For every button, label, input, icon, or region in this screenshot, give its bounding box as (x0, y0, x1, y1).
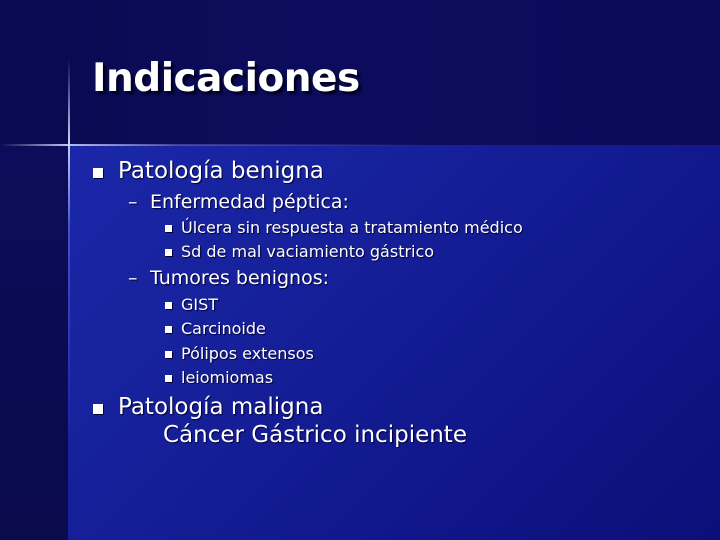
square-bullet-icon (165, 249, 172, 256)
left-margin-background (0, 145, 68, 540)
vertical-glow-line (68, 60, 70, 540)
dash-icon: – (128, 267, 138, 289)
square-bullet-icon (165, 225, 172, 232)
bullet-malignant-pathology: Patología maligna (118, 394, 324, 420)
item-carcinoid: Carcinoide (181, 319, 266, 338)
square-bullet-icon (165, 302, 172, 309)
dash-icon: – (128, 191, 138, 213)
item-leiomyomas: leiomiomas (181, 368, 274, 387)
square-bullet-icon (165, 351, 172, 358)
slide-title: Indicaciones (92, 56, 360, 101)
square-bullet-icon (93, 168, 103, 178)
square-bullet-icon (165, 326, 172, 333)
item-gist: GIST (181, 295, 219, 314)
horizontal-glow-line (0, 144, 720, 146)
malignant-continuation: Cáncer Gástrico incipiente (163, 422, 467, 448)
subbullet-benign-tumors: Tumores benignos: (150, 267, 330, 289)
subbullet-peptic-disease: Enfermedad péptica: (150, 191, 349, 213)
square-bullet-icon (165, 375, 172, 382)
square-bullet-icon (93, 404, 103, 414)
item-gastric-emptying: Sd de mal vaciamiento gástrico (181, 242, 435, 261)
item-ulcer: Úlcera sin respuesta a tratamiento médico (181, 218, 523, 237)
bullet-benign-pathology: Patología benigna (118, 158, 324, 184)
item-polyps: Pólipos extensos (181, 344, 314, 363)
